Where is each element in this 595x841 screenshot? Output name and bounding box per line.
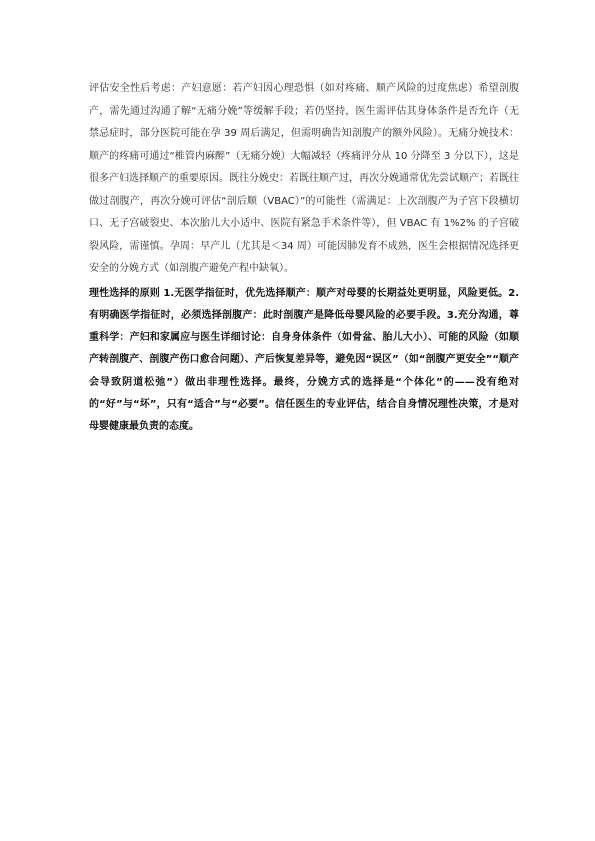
paragraph-considerations: 评估安全性后考虑：产妇意愿：若产妇因心理恐惧（如对疼痛、顺产风险的过度焦虑）希望剖腹产，需先通过沟通了解“无痛分娩”等缓解手段；若仍坚持，医生需评估其身体条件是否允许（无禁忌症时，部分医院可能在孕 39 周后满足，但需明确告知剖腹产的额外风险）。无痛分娩技术：顺产的疼痛可通过“椎管内麻醉”（无痛分娩）大幅减轻（疼痛评分从 10 分降至 3 分以下），这是很多产妇选择顺产的重要原因。既往分娩史：若既往顺产过，再次分娩通常优先尝试顺产；若既往做过剖腹产，再次分娩可评估“剖后顺（VBAC）”的可能性（需满足：上次剖腹产为子宫下段横切口、无子宫破裂史、本次胎儿大小适中、医院有紧急手术条件等），但 VBAC 有 1%2% 的子宫破裂风险，需谨慎。孕周：早产儿（尤其是＜34 周）可能因肺发育不成熟，医生会根据情况选择更安全的分娩方式（如剖腹产避免产程中缺氧）。 [89, 83, 519, 274]
document-body [89, 78, 519, 439]
paragraph-rational-choice-principles: 理性选择的原则 1.无医学指征时，优先选择顺产：顺产对母婴的长期益处更明显，风险更低。2.有明确医学指征时，必须选择剖腹产：此时剖腹产是降低母婴风险的必要手段。3.充分沟通，尊重科学：产妇和家属应与医生详细讨论：自身身体条件（如骨盆、胎儿大小）、可能的风险（如顺产转剖腹产、剖腹产伤口愈合问题）、产后恢复差异等，避免因“误区”（如“剖腹产更安全”“顺产会导致阴道松弛”）做出非理性选择。最终，分娩方式的选择是“个体化”的——没有绝对的“好”与“坏”，只有“适合”与“必要”。信任医生的专业评估，结合自身情况理性决策，才是对母婴健康最负责的态度。 [89, 287, 519, 433]
